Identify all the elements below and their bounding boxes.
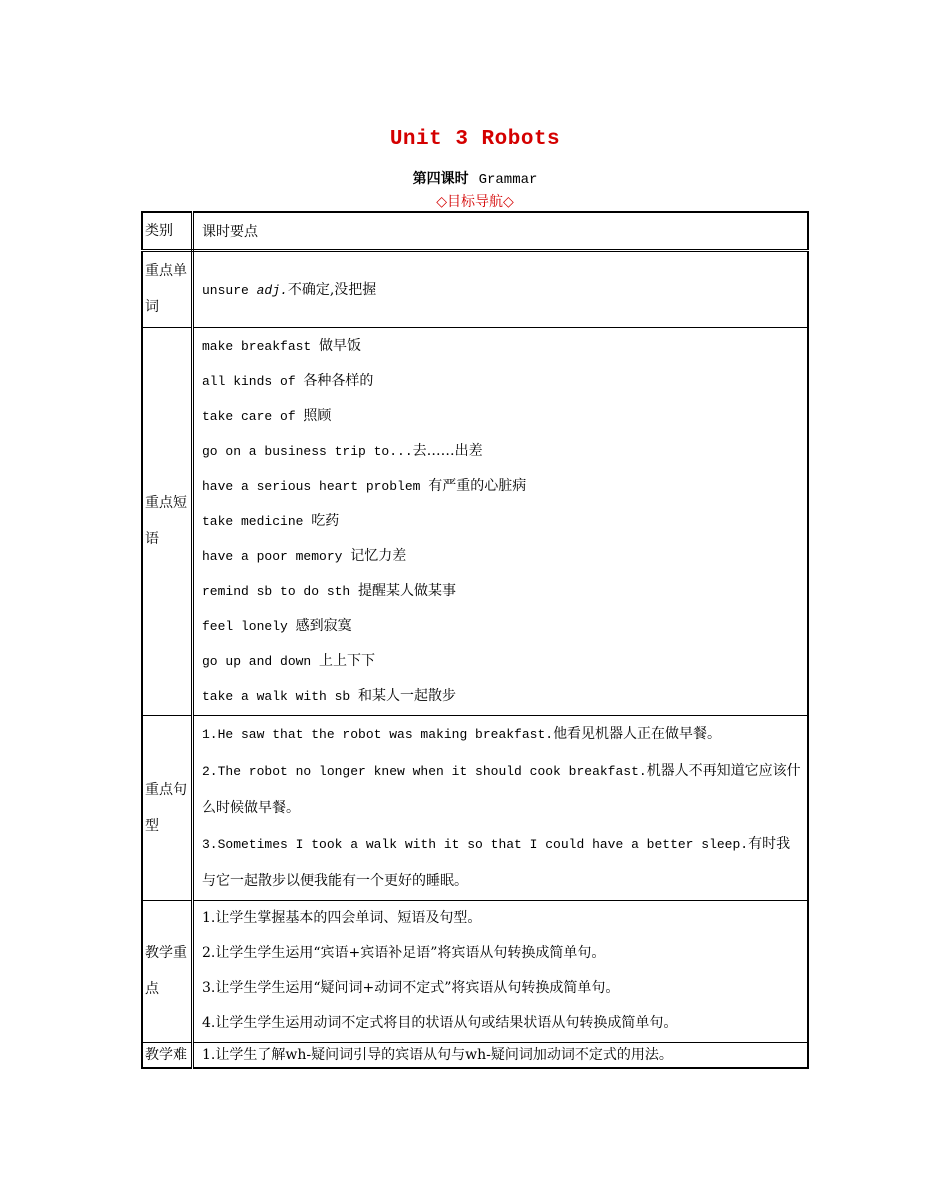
difficulties-row bbox=[142, 1042, 808, 1068]
key-point-item: 2.让学生学生运用“宾语+宾语补足语”将宾语从句转换成简单句。 bbox=[202, 945, 606, 961]
key-point-item: 4.让学生学生运用动词不定式将目的状语从句或结果状语从句转换成简单句。 bbox=[202, 1015, 678, 1031]
phrase-item: all kinds of 各种各样的 bbox=[202, 372, 374, 389]
phrase-item: have a poor memory 记忆力差 bbox=[202, 547, 407, 564]
phrases-row bbox=[142, 327, 808, 715]
header-category: 类别 bbox=[142, 212, 193, 250]
key-point-item: 3.让学生学生运用“疑问词+动词不定式”将宾语从句转换成简单句。 bbox=[202, 980, 620, 996]
phrase-item: make breakfast 做早饭 bbox=[202, 337, 362, 354]
words-row bbox=[142, 250, 808, 327]
difficulty-item: 1.让学生了解wh-疑问词引导的宾语从句与wh-疑问词加动词不定式的用法。 bbox=[202, 1046, 673, 1063]
lesson-topic: Grammar bbox=[478, 172, 538, 188]
words-category: 重点单词 bbox=[142, 250, 193, 327]
goal-navigation-label: ◇目标导航◇ bbox=[436, 194, 514, 210]
table-header-row bbox=[142, 212, 808, 250]
word-en: unsure bbox=[202, 283, 257, 298]
sentences-category: 重点句型 bbox=[142, 715, 193, 900]
phrase-item: take a walk with sb 和某人一起散步 bbox=[202, 687, 457, 704]
sentences-content bbox=[193, 715, 809, 900]
word-zh: 不确定,没把握 bbox=[287, 282, 377, 298]
key-point-item: 1.让学生掌握基本的四会单词、短语及句型。 bbox=[202, 910, 482, 926]
header-content: 课时要点 bbox=[193, 212, 809, 250]
lesson-number: 第四课时 bbox=[412, 171, 469, 187]
lesson-subtitle bbox=[0, 168, 950, 188]
words-content bbox=[193, 250, 809, 327]
difficulties-content bbox=[193, 1042, 809, 1068]
phrase-item: go up and down 上上下下 bbox=[202, 652, 376, 669]
key-points-content bbox=[193, 900, 809, 1042]
difficulties-category: 教学难 bbox=[142, 1042, 193, 1068]
phrase-item: take medicine 吃药 bbox=[202, 512, 340, 529]
phrase-item: take care of 照顾 bbox=[202, 407, 332, 424]
phrase-item: feel lonely 感到寂寞 bbox=[202, 617, 352, 634]
key-points-row bbox=[142, 900, 808, 1042]
word-pos: adj. bbox=[256, 283, 288, 298]
phrases-content bbox=[193, 327, 809, 715]
sentences-row bbox=[142, 715, 808, 900]
sentence-item: 1.He saw that the robot was making breakfast.他看见机器人正在做早餐。 bbox=[202, 726, 722, 742]
phrase-item: remind sb to do sth 提醒某人做某事 bbox=[202, 582, 457, 599]
lesson-plan-table bbox=[141, 211, 809, 1069]
key-points-category: 教学重点 bbox=[142, 900, 193, 1042]
page-title: Unit 3 Robots bbox=[389, 128, 561, 151]
sentence-item: 3.Sometimes I took a walk with it so that I could have a better sleep.有时我与它一起散步以便我能有一个更好的睡眠。 bbox=[202, 836, 791, 889]
sentence-item: 2.The robot no longer knew when it should cook breakfast.机器人不再知道它应该什么时候做早餐。 bbox=[202, 763, 801, 816]
phrase-item: have a serious heart problem 有严重的心脏病 bbox=[202, 477, 527, 494]
phrase-item: go on a business trip to...去……出差 bbox=[202, 442, 483, 459]
phrases-category: 重点短语 bbox=[142, 327, 193, 715]
